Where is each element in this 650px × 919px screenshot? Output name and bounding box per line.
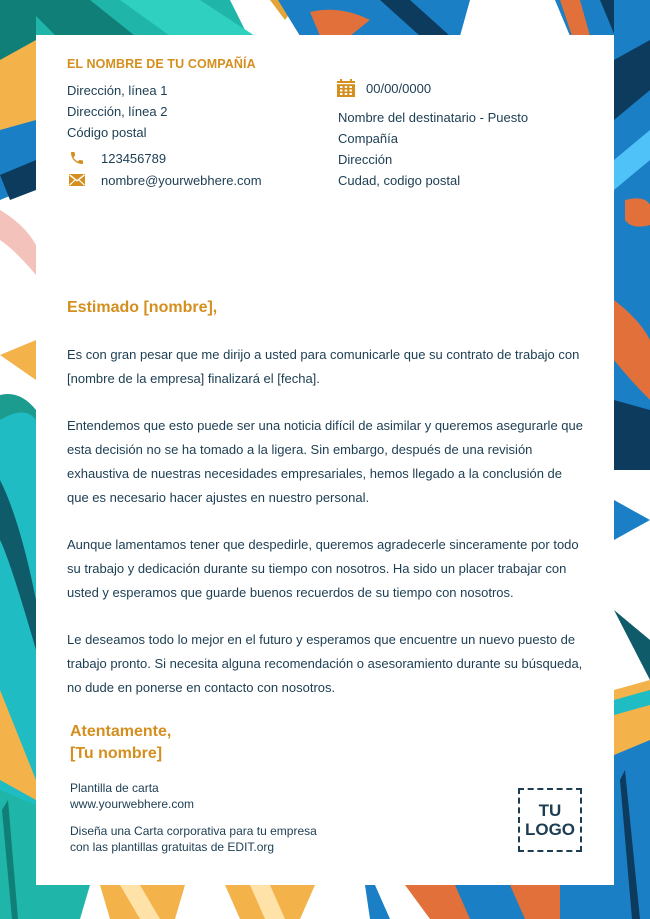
- phone-number: 123456789: [101, 150, 167, 166]
- envelope-icon: [67, 172, 87, 188]
- logo-placeholder: [518, 788, 582, 852]
- body-paragraph: Le deseamos todo lo mejor en el futuro y esperamos que encuentre un nuevo puesto de trabajo pronto. Si necesita alguna recomendación o asesoramiento durante su búsqueda, no dude en ponerse en contacto con nosotros.: [67, 632, 583, 695]
- logo-line-2: LOGO: [524, 820, 576, 839]
- salutation: Estimado [nombre],: [67, 299, 218, 316]
- phone-icon: [67, 150, 87, 166]
- phone-row: [67, 150, 166, 166]
- promo-line-2: con las plantillas gratuitas de EDIT.org: [70, 840, 275, 854]
- promo-line-1: Diseña una Carta corporativa para tu empresa: [70, 824, 317, 838]
- recipient-block: [338, 107, 528, 191]
- email-address[interactable]: nombre@yourwebhere.com: [101, 172, 262, 188]
- body-paragraph: Entendemos que esto puede ser una noticia difícil de asimilar y queremos asegurarle que esta decisión no se ha tomado a la ligera. Sin embargo, después de una revisión exhaustiva de nuestras necesidades empresariales, hemos llegado a la conclusión de que es necesario hacer ajustes en nuestro personal.: [67, 418, 583, 505]
- address-line-2: Dirección, línea 2: [67, 104, 168, 119]
- body-paragraph: Aunque lamentamos tener que despedirle, queremos agradecerle sinceramente por todo su trabajo y dedicación durante su tiempo con nosotros. Ha sido un placer trabajar con usted y esperamos que guarde buenos recuerdos de su tiempo con nosotros.: [67, 537, 579, 600]
- signature: [Tu nombre]: [70, 745, 163, 762]
- closing: Atentamente,: [70, 723, 172, 740]
- letter-date: 00/00/0000: [366, 80, 432, 96]
- website-link[interactable]: www.yourwebhere.com: [70, 797, 195, 811]
- postal-code: Código postal: [67, 125, 147, 140]
- template-label: Plantilla de carta: [70, 781, 159, 795]
- recipient-address: Dirección: [338, 152, 393, 167]
- letter-body: [67, 343, 587, 723]
- closing-block: [70, 721, 171, 765]
- email-row: [67, 172, 262, 188]
- body-paragraph: Es con gran pesar que me dirijo a usted para comunicarle que su contrato de trabajo con [nombre de la empresa] finalizará el [fecha].: [67, 347, 580, 386]
- calendar-icon: [337, 79, 355, 97]
- address-line-1: Dirección, línea 1: [67, 83, 168, 98]
- recipient-company: Compañía: [338, 131, 398, 146]
- date-row: [337, 79, 431, 97]
- letter-card: [36, 35, 614, 885]
- footer-template-info: [70, 780, 194, 812]
- footer-promo: [70, 823, 317, 855]
- company-name: EL NOMBRE DE TU COMPAÑÍA: [67, 57, 256, 71]
- recipient-city-postal: Cudad, codigo postal: [338, 173, 461, 188]
- logo-line-1: TU: [538, 801, 562, 820]
- sender-address: [67, 80, 167, 143]
- recipient-name-position: Nombre del destinatario - Puesto: [338, 110, 529, 125]
